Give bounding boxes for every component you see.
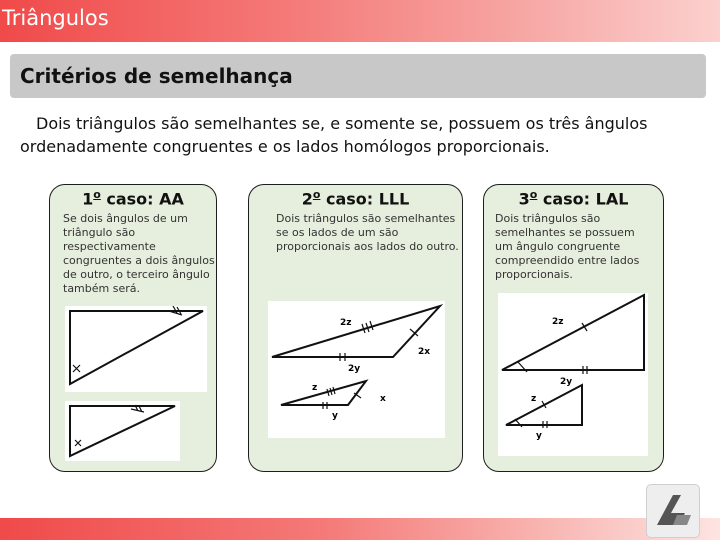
- case-title: [249, 188, 462, 208]
- aa-large-triangle-figure: [65, 306, 207, 392]
- case-text-line: Se dois ângulos de um: [63, 212, 188, 225]
- case-description: [63, 212, 215, 296]
- figure-background: [498, 293, 648, 456]
- side-label: x: [380, 394, 386, 404]
- side-label: 2z: [552, 317, 564, 327]
- case-card-lll: [248, 184, 463, 472]
- lal-figure: [498, 293, 648, 456]
- case-ordinal: o: [529, 188, 538, 201]
- case-label: caso: AA: [100, 189, 184, 209]
- case-text-line: triângulo são: [63, 226, 136, 239]
- section-header: [10, 54, 706, 98]
- aa-small-triangle-figure: [65, 401, 180, 461]
- case-ordinal: o: [312, 188, 321, 201]
- case-text-line: Dois triângulos são: [495, 212, 601, 225]
- side-label: y: [536, 431, 542, 441]
- case-number: 3: [518, 189, 530, 209]
- case-text-line: de outro, o terceiro ângulo: [63, 268, 210, 281]
- case-text-line: também será.: [63, 282, 140, 295]
- case-label: caso: LAL: [537, 189, 629, 209]
- case-text-line: respectivamente: [63, 240, 156, 253]
- side-label: z: [312, 383, 318, 393]
- lll-figure: [268, 301, 445, 438]
- case-card-lal: [483, 184, 664, 472]
- case-text-line: um ângulo congruente: [495, 240, 621, 253]
- side-label: 2y: [348, 364, 361, 374]
- footer-strip: [0, 518, 720, 540]
- side-label: 2z: [340, 318, 352, 328]
- side-label: 2y: [560, 377, 573, 387]
- case-text-line: compreendido entre lados: [495, 254, 640, 267]
- case-card-aa: [49, 184, 217, 472]
- side-label: 2x: [418, 347, 431, 357]
- case-label: caso: LLL: [320, 189, 410, 209]
- case-text-line: proporcionais aos lados do outro.: [276, 240, 459, 253]
- figure-background: [65, 306, 207, 392]
- title-bar: [0, 0, 720, 42]
- case-text-line: proporcionais.: [495, 268, 573, 281]
- side-label: z: [531, 394, 537, 404]
- logo-icon: [647, 485, 699, 537]
- case-number: 1: [82, 189, 94, 209]
- case-text-line: semelhantes se possuem: [495, 226, 635, 239]
- case-text-line: se os lados de um são: [276, 226, 399, 239]
- case-text-line: Dois triângulos são semelhantes: [276, 212, 456, 225]
- case-description: [276, 212, 459, 254]
- intro-paragraph: Dois triângulos são semelhantes se, e somente se, possuem os três ângulos ordenadamente congruentes e os lados homólogos proporcionais.: [20, 114, 648, 156]
- slide-title: Triângulos: [2, 6, 109, 30]
- case-ordinal: o: [93, 188, 101, 201]
- section-title: Critérios de semelhança: [20, 64, 293, 88]
- case-number: 2: [301, 189, 313, 209]
- case-title: [50, 188, 216, 208]
- side-label: y: [332, 411, 338, 421]
- case-description: [495, 212, 639, 282]
- logo: [646, 484, 700, 538]
- case-text-line: congruentes a dois ângulos: [63, 254, 215, 267]
- case-title: [484, 188, 663, 208]
